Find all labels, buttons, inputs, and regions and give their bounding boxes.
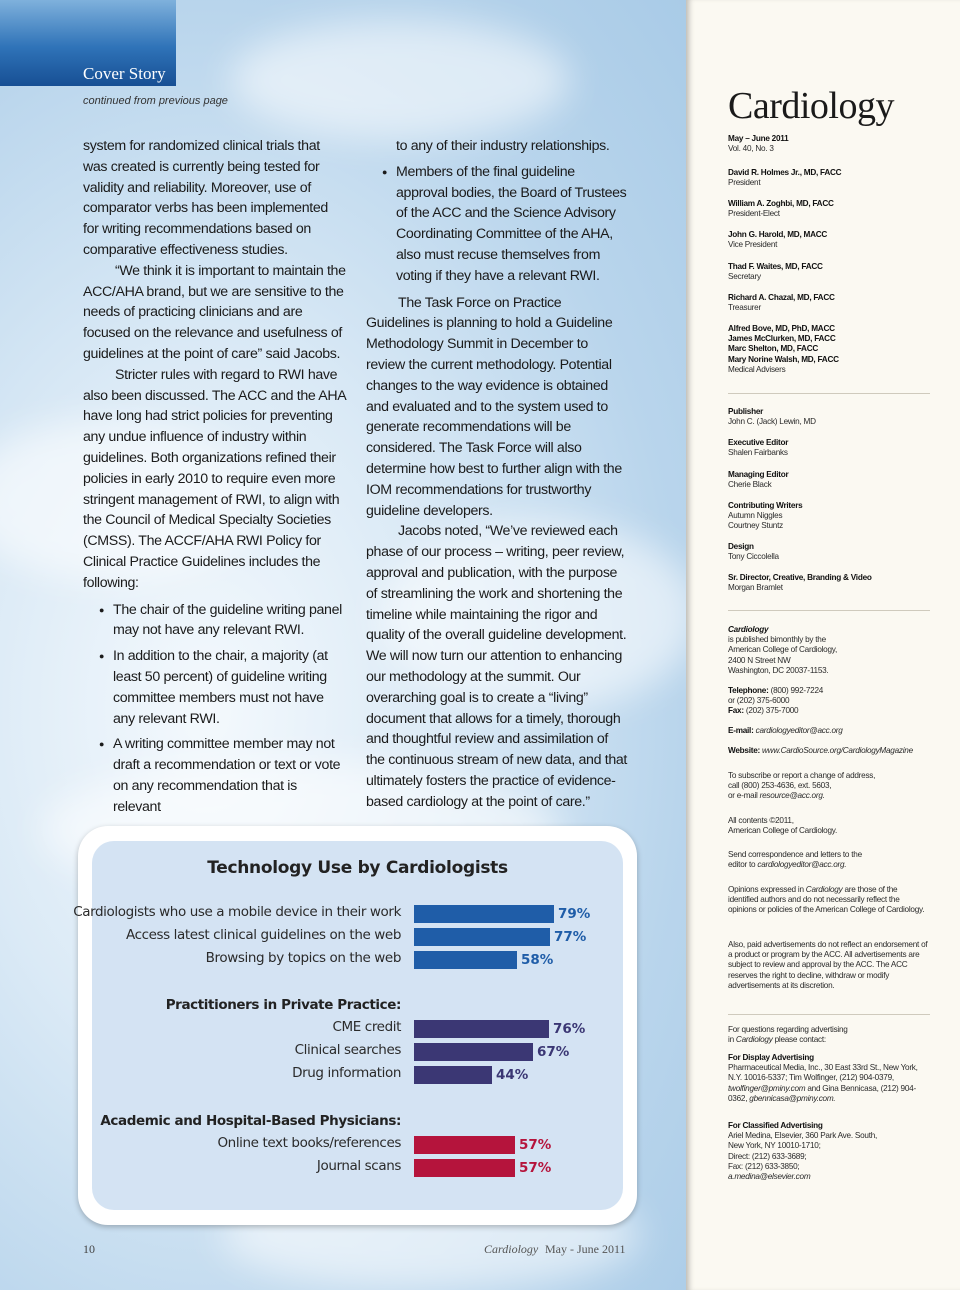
chart-value-label: 57%	[519, 1160, 552, 1176]
issue-volume: Vol. 40, No. 3	[728, 144, 774, 154]
footer-date: May - June 2011	[545, 1242, 626, 1256]
staff: Managing Editor Cherie Black	[728, 470, 789, 490]
technology-use-chart	[73, 826, 637, 1225]
correspondence: Send correspondence and letters to the editor to cardiologyeditor@acc.org.	[728, 850, 862, 870]
chart-category-label: Online text books/references	[217, 1135, 401, 1151]
chart-bar	[414, 1043, 533, 1061]
rwi-policy-list	[83, 600, 347, 818]
chart-bar	[414, 1159, 515, 1177]
contact-phone: Telephone: (800) 992-7224 or (202) 375-6000 Fax: (202) 375-7000	[728, 686, 824, 716]
chart-bar	[414, 951, 517, 969]
divider	[728, 393, 930, 394]
chart-bar	[414, 1020, 549, 1038]
chart-section-heading: Academic and Hospital-Based Physicians:	[100, 1113, 401, 1129]
advertising-questions: For questions regarding advertising in Cardiology please contact:	[728, 1025, 848, 1045]
section-label: Cover Story	[83, 64, 166, 83]
footer-magazine: Cardiology	[484, 1242, 539, 1256]
divider	[728, 1014, 930, 1015]
paragraph: The Task Force on Practice Guidelines is planning to hold a Guideline Methodology Summit in December to review the current methodology. Potential changes to the way evidence is obtained and evaluated and to the system used to generate recommendations will be considered. The Task Force will also determine how best to further align with the IOM recommendations for trustworthy guideline developers.	[366, 294, 622, 519]
ads-disclaimer: Also, paid advertisements do not reflect an endorsement of a product or program by the ACC. All advertisements are subject to review and approval by the ACC. The ACC reserves the right to decline, withdraw or modify advertisements at its discretion.	[728, 940, 928, 990]
chart-category-label: Journal scans	[316, 1158, 401, 1174]
rwi-policy-list-cont	[366, 162, 628, 287]
classified-advertising: For Classified Advertising Ariel Medina, Elsevier, 360 Park Ave. South, New York, NY 10010-1710; Direct: (212) 633-3689; Fax: (212) 633-3850; a.medina@elsevier.com	[728, 1121, 878, 1182]
masthead-title: Cardiology	[728, 85, 894, 127]
chart-value-label: 76%	[553, 1021, 586, 1037]
chart-category-label: Browsing by topics on the web	[205, 950, 401, 966]
issue-info	[728, 134, 928, 154]
chart-category-label: Clinical searches	[294, 1042, 401, 1058]
officer: Thad F. Waites, MD, FACC Secretary	[728, 262, 823, 282]
officer: David R. Holmes Jr., MD, FACC President	[728, 168, 842, 188]
list-item: ● The chair of the guideline writing panel may not have any relevant RWI.	[83, 600, 347, 642]
article-column-2	[366, 136, 628, 813]
staff: Design Tony Ciccolella	[728, 542, 779, 562]
display-advertising: For Display Advertising Pharmaceutical Media, Inc., 30 East 33rd St., New York, N.Y. 10016-5337; Tim Wolfinger, (212) 904-0379, twolfinger@pminy.com and Gina Bennicasa, (212) 904-0362, gbennicasa@pminy.com.	[728, 1053, 918, 1103]
chart-bar	[414, 1066, 492, 1084]
list-item: ● In addition to the chair, a majority (at least 50 percent) of guideline writing committee members must not have any relevant RWI.	[83, 646, 347, 729]
staff: Executive Editor Shalen Fairbanks	[728, 438, 789, 458]
officer: Richard A. Chazal, MD, FACC Treasurer	[728, 293, 835, 313]
chart-title: Technology Use by Cardiologists	[207, 858, 508, 878]
chart-value-label: 58%	[521, 952, 554, 968]
chart-section-heading: Practitioners in Private Practice:	[165, 997, 401, 1013]
page-number: 10	[83, 1242, 95, 1256]
subscribe-info: To subscribe or report a change of address, call (800) 253-4636, ext. 5603, or e-mail resource@acc.org.	[728, 771, 876, 801]
chart-value-label: 77%	[554, 929, 587, 945]
medical-advisers: Alfred Bove, MD, PhD, MACC James McClurken, MD, FACC Marc Shelton, MD, FACC Mary Norine Walsh, MD, FACC Medical Advisers	[728, 324, 839, 374]
list-item: ● Members of the final guideline approval bodies, the Board of Trustees of the ACC and the Science Advisory Coordinating Committee of the AHA, also must recuse themselves from voting if they have a relevant RWI.	[366, 162, 628, 287]
chart-category-label: Cardiologists who use a mobile device in their work	[73, 904, 401, 920]
staff: Publisher John C. (Jack) Lewin, MD	[728, 407, 816, 427]
continued-note: continued from previous page	[83, 95, 228, 107]
chart-category-label: CME credit	[332, 1019, 401, 1035]
paragraph: “We think it is important to maintain the ACC/AHA brand, but we are sensitive to the needs of practicing clinicians and are focused on the relevance and usefulness of guidelines at the point of care” said Jacobs.	[83, 262, 346, 362]
chart-value-label: 57%	[519, 1137, 552, 1153]
publication-info: Cardiology is published bimonthly by the American College of Cardiology, 2400 N Street NW Washington, DC 20037-1153.	[728, 625, 838, 675]
chart-bar	[414, 928, 550, 946]
contact-website: Website: www.CardioSource.org/CardiologyMagazine	[728, 746, 913, 755]
chart-bar	[414, 905, 554, 923]
divider	[728, 610, 930, 611]
paragraph: to any of their industry relationships.	[396, 138, 610, 154]
chart-value-label: 44%	[496, 1067, 529, 1083]
chart-value-label: 67%	[537, 1044, 570, 1060]
chart-value-label: 79%	[558, 906, 591, 922]
paragraph: Jacobs noted, “We’ve reviewed each phase of our process – writing, peer review, approval and publication, with the purpose of streamlining the work and shortening the timeline while maintaining the rigor and quality of the overall guideline development. We will now turn our attention to enhancing our methodology at the summit. Our overarching goal is to create a “living” document that allows for a timely, thorough and thoughtful review and assimilation of the continuous stream of new data, and that ultimately fosters the practice of evidence-based cardiology at the point of care.”	[366, 523, 627, 810]
chart-bar	[414, 1136, 515, 1154]
list-item: ● A writing committee member may not draft a recommendation or text or vote on any recommendation that is relevant	[83, 734, 347, 817]
staff: Contributing Writers Autumn Niggles Courtney Stuntz	[728, 501, 803, 531]
staff: Sr. Director, Creative, Branding & Video Morgan Bramlet	[728, 573, 872, 593]
copyright: All contents ©2011, American College of Cardiology.	[728, 816, 838, 836]
article-column-1	[83, 136, 347, 824]
chart-category-label: Access latest clinical guidelines on the web	[125, 927, 401, 943]
paragraph: system for randomized clinical trials that was created is currently being tested for validity and reliability. Moreover, use of comparator verbs has been implemented for writing recommendations based on comparative effectiveness studies.	[83, 138, 328, 258]
issue-date: May – June 2011	[728, 134, 789, 143]
paragraph: Stricter rules with regard to RWI have also been discussed. The ACC and the AHA have long had strict policies for preventing any undue influence of industry within guidelines. Both organizations refined their policies in early 2010 to require even more stringent management of RWI, to align with the Council of Medical Specialty Societies (CMSS). The ACCF/AHA RWI Policy for Clinical Practice Guidelines includes the following:	[83, 366, 346, 591]
contact-email: E-mail: cardiologyeditor@acc.org	[728, 726, 843, 735]
chart-category-label: Drug information	[292, 1065, 401, 1081]
officer: John G. Harold, MD, MACC Vice President	[728, 230, 828, 250]
opinions-disclaimer: Opinions expressed in Cardiology are those of the identified authors and do not necessarily reflect the opinions or policies of the American College of Cardiology.	[728, 885, 925, 915]
officer: William A. Zoghbi, MD, FACC President-Elect	[728, 199, 834, 219]
